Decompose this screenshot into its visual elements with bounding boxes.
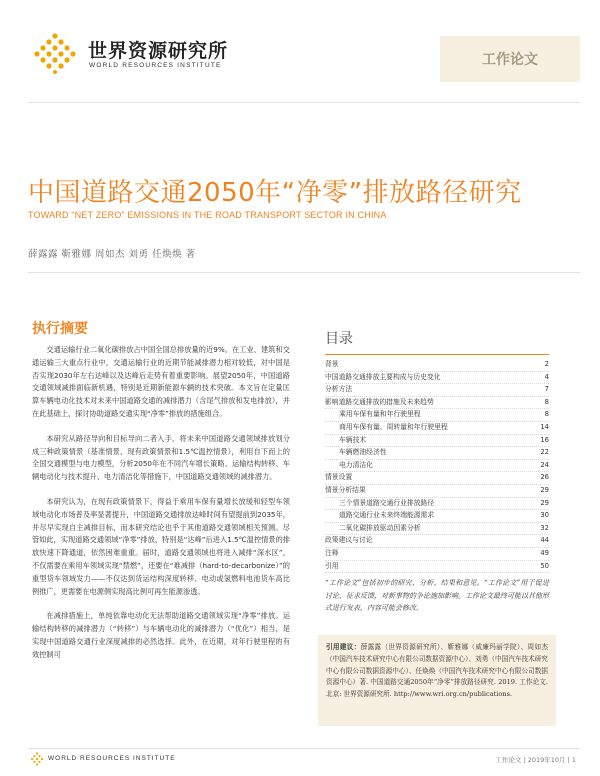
page-title: 中国道路交通2050年“净零”排放路径研究 [28,178,522,208]
toc-item[interactable] [325,384,549,397]
toc-item-title: 车辆燃油经济性 [339,448,387,457]
toc-item-title: 三个情景道路交通行业排放路径 [339,498,435,507]
toc-item[interactable] [325,498,549,511]
doc-type-badge [440,36,580,82]
footer-org-name: WORLD RESOURCES INSTITUTE [48,755,176,762]
page-title-en: TOWARD “NET ZERO” EMISSIONS IN THE ROAD TRANSPORT SECTOR IN CHINA [28,210,387,220]
toc-item-title: 乘用车保有量和年行驶里程 [339,410,421,419]
org-name-en: WORLD RESOURCES INSTITUTE [89,62,222,69]
toc-item[interactable] [325,435,549,448]
wri-footer-logo-icon [30,752,44,766]
footer-page-info: 工作论文 | 2019年10月 | 1 [495,756,576,764]
toc-item-page: 49 [540,548,549,557]
authors: 薛露露 靳雅娜 周如杰 刘勇 任焕焕 著 [28,249,196,260]
toc-item[interactable] [325,397,549,410]
toc-item-title: 影响道路交通排放的措施及未来趋势 [325,397,434,406]
title-divider [28,272,580,273]
toc-item-page: 50 [540,561,549,570]
toc-item[interactable] [325,523,549,536]
toc-item[interactable] [325,472,549,485]
toc-item-title: 二氧化碳排放驱动因素分析 [339,523,421,532]
toc-item-page: 8 [544,397,549,406]
summary-body [32,344,290,674]
toc-item-page: 14 [540,422,549,431]
toc-item-page: 22 [540,448,549,457]
toc-item[interactable] [325,548,549,561]
toc-item-title: 背景 [325,360,339,368]
toc-item[interactable] [325,447,549,460]
toc-item-title: 分析方法 [325,385,353,394]
toc-item[interactable] [325,372,549,385]
toc-item-page: 44 [540,536,549,545]
toc-item-title: 政策建议与讨论 [325,536,373,545]
toc-item[interactable] [325,422,549,435]
toc-item-title: 引用 [325,561,339,570]
toc-item[interactable] [325,561,549,574]
doc-type-label: 工作论文 [482,52,538,68]
toc-item-page: 2 [544,360,549,368]
toc-item[interactable] [325,359,549,372]
working-paper-note: “工作论文”包括初步的研究、分析、结果和意见。“工作论文”用于促进讨论、征求反馈，对新事物的争论施加影响。工作论文最终可能以其他形式进行发表，内容可能会修改。 [325,579,549,613]
toc-item[interactable] [325,485,549,498]
toc-item-page: 30 [540,511,549,520]
summary-paragraph: 本研究从路径导向和目标导向二者入手，将未来中国道路交通领域排放划分成三种政策情景（基准情景、现有政策情景和1.5℃温控情景），利用自下而上的全国交通模型与电力模型，分析2050年在不同汽车增长策略、运输结构转移、车辆电动化与技术提升、电力清洁化等措施下，中国道路交通领域的减排潜力。 [32,433,290,482]
citation-text: 薛露露（世界资源研究所）、靳雅娜（威廉玛丽学院）、周如杰（中国汽车技术研究中心有限公司数据资源中心）、刘勇（中国汽车技术研究中心有限公司数据资源中心）、任焕焕（中国汽车技术研究中心有限公司数据资源中心）著. 中国道路交通2050年“净零”排放路径研究. 2019. 工作论文. 北京: 世界资源研究所. http://www.wri.org.cn/publications. [326,643,548,699]
toc-item-title: 情景设置 [325,473,353,482]
toc-item-title: 道路交通行业未来终端能源需求 [339,511,435,520]
toc-item-title: 中国道路交通排放主要构成与历史变化 [325,372,441,381]
toc-item-page: 24 [540,460,549,469]
toc-item-title: 车辆技术 [339,435,367,444]
toc-item-title: 情景分析结果 [325,485,366,494]
citation-label: 引用建议： [326,643,361,651]
toc-item[interactable] [325,510,549,523]
toc-item-page: 16 [540,435,549,444]
summary-paragraph: 在减排措施上，单纯依靠电动化无法帮助道路交通领域实现“净零”排放。运输结构转移的减排潜力（“转移”）与车辆电动化的减排潜力（“优化”）相当，是实现中国道路交通行业深度减排的必然选择。此外，在近期，对年行驶里程的有效控制可 [32,611,290,659]
toc-heading: 目录 [325,328,549,355]
table-of-contents [325,328,549,573]
toc-item-page: 7 [544,385,549,394]
toc-item-page: 32 [540,523,549,532]
footer-divider [28,748,580,749]
toc-item-page: 29 [540,498,549,507]
header-divider [28,102,580,103]
toc-list [325,359,549,573]
toc-item[interactable] [325,535,549,548]
org-name-cn: 世界资源研究所 [88,40,229,62]
toc-item-title: 电力清洁化 [339,460,373,469]
summary-paragraph: 交通运输行业二氧化碳排放占中国全国总排放量的近9%。在工业、建筑和交通运输三大重点行业中，交通运输行业的近期节能减排潜力相对较低，对中国是否实现2030年左右达峰以及达峰后走势有着重要影响。展望2050年，中国道路交通领域减排面临新机遇，特别是近期新能源车辆的技术突破。本文旨在定量匡算车辆电动化技术对未来中国道路交通的减排潜力（含尾气排放和发电排放），并在此基础上，探讨协助道路交通实现“净零”排放的措施组合。 [32,345,290,418]
toc-item-page: 4 [544,372,549,381]
summary-heading: 执行摘要 [32,321,88,337]
toc-item[interactable] [325,460,549,473]
citation-box [318,635,556,726]
toc-item[interactable] [325,409,549,422]
summary-paragraph: 本研究认为，在现有政策情景下，得益于乘用车保有量增长放缓和轻型车领域电动化市场普及率显著提升，中国道路交通排放达峰时间有望提前到2035年，并尽早实现自主减排目标，而本研究结论也乎于其他道路交通领域相关预测。尽管如此，实现道路交通领域“净零”排放，特别是“达峰”后进入1.5℃温控情景的排放快速下降通道，依然困难重重。届时，道路交通领域也将进入减排“深水区”，不仅需要在乘用车领域实现“禁燃”，还要在“难减排（hard-to-decarbonize）”的重型货车领域发力——不仅达到货运结构深度转移、电动或氢燃料电池货车高比例推广，更需要在电源侧实现高比例可再生能源渗透。 [32,496,290,596]
toc-item-page: 8 [544,410,549,419]
wri-diamond-logo-icon [30,32,80,74]
toc-item-page: 29 [540,485,549,494]
toc-item-title: 注释 [325,548,339,557]
toc-item-page: 26 [540,473,549,482]
toc-item-title: 商用车保有量、周转量和年行驶里程 [339,422,448,431]
